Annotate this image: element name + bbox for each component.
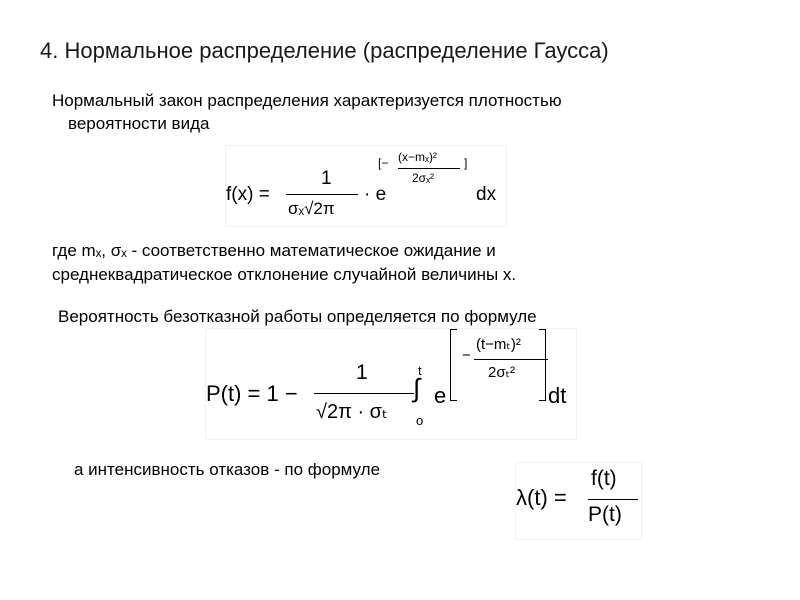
reliability-lhs: P(t) = 1 − — [206, 381, 298, 406]
density-dx: dx — [476, 184, 497, 205]
where-text-line2: среднеквадратическое отклонение случайной величины х. — [52, 265, 517, 284]
intensity-fraction-bar — [588, 499, 638, 500]
reliability-fraction-bar — [314, 393, 414, 394]
integral-lower-limit: o — [416, 413, 424, 428]
reliability-exp-bar — [474, 359, 548, 360]
density-lhs: f(x) = — [226, 184, 270, 205]
intro-text-line2: вероятности вида — [68, 114, 210, 133]
density-numerator: 1 — [321, 168, 332, 189]
reliability-text: Вероятность безотказной работы определяется по формуле — [58, 307, 537, 326]
reliability-numerator: 1 — [356, 361, 368, 384]
density-formula — [225, 145, 507, 227]
intensity-text: а интенсивность отказов - по формуле — [74, 460, 381, 479]
intensity-denominator: P(t) — [588, 503, 622, 526]
reliability-denominator: √2π · σₜ — [316, 401, 388, 423]
reliability-formula — [205, 328, 577, 440]
integral-symbol: ∫ — [413, 373, 421, 403]
slide-title: 4. Нормальное распределение (распределение Гаусса) — [40, 38, 609, 63]
where-text-line1: где mₓ, σₓ - соответственно математическое ожидание и — [52, 241, 496, 260]
density-dot-e: · e — [364, 184, 387, 205]
density-denominator: σₓ√2π — [288, 199, 335, 218]
intro-text-line1: Нормальный закон распределения характеризуется плотностью — [52, 91, 562, 110]
density-exp-numerator: (x−mₓ)² — [398, 150, 437, 164]
reliability-exp-denominator: 2σₜ² — [488, 364, 516, 381]
intensity-formula — [515, 462, 642, 540]
reliability-dt: dt — [548, 383, 567, 408]
reliability-exp-numerator: (t−mₜ)² — [476, 336, 521, 353]
exp-left-bracket — [450, 329, 457, 401]
integral-upper-limit: t — [418, 363, 422, 378]
exp-right-bracket — [539, 329, 546, 401]
intensity-lhs: λ(t) = — [516, 485, 567, 510]
density-exp-close: ] — [464, 156, 468, 170]
density-exp-denominator: 2σₓ² — [412, 171, 435, 185]
reliability-e: e — [434, 383, 447, 408]
intensity-numerator: f(t) — [591, 467, 617, 490]
density-fraction-bar — [286, 194, 358, 195]
density-exp-open: [− — [378, 156, 389, 170]
density-exp-bar — [398, 168, 460, 169]
reliability-exp-minus: − — [462, 347, 471, 364]
